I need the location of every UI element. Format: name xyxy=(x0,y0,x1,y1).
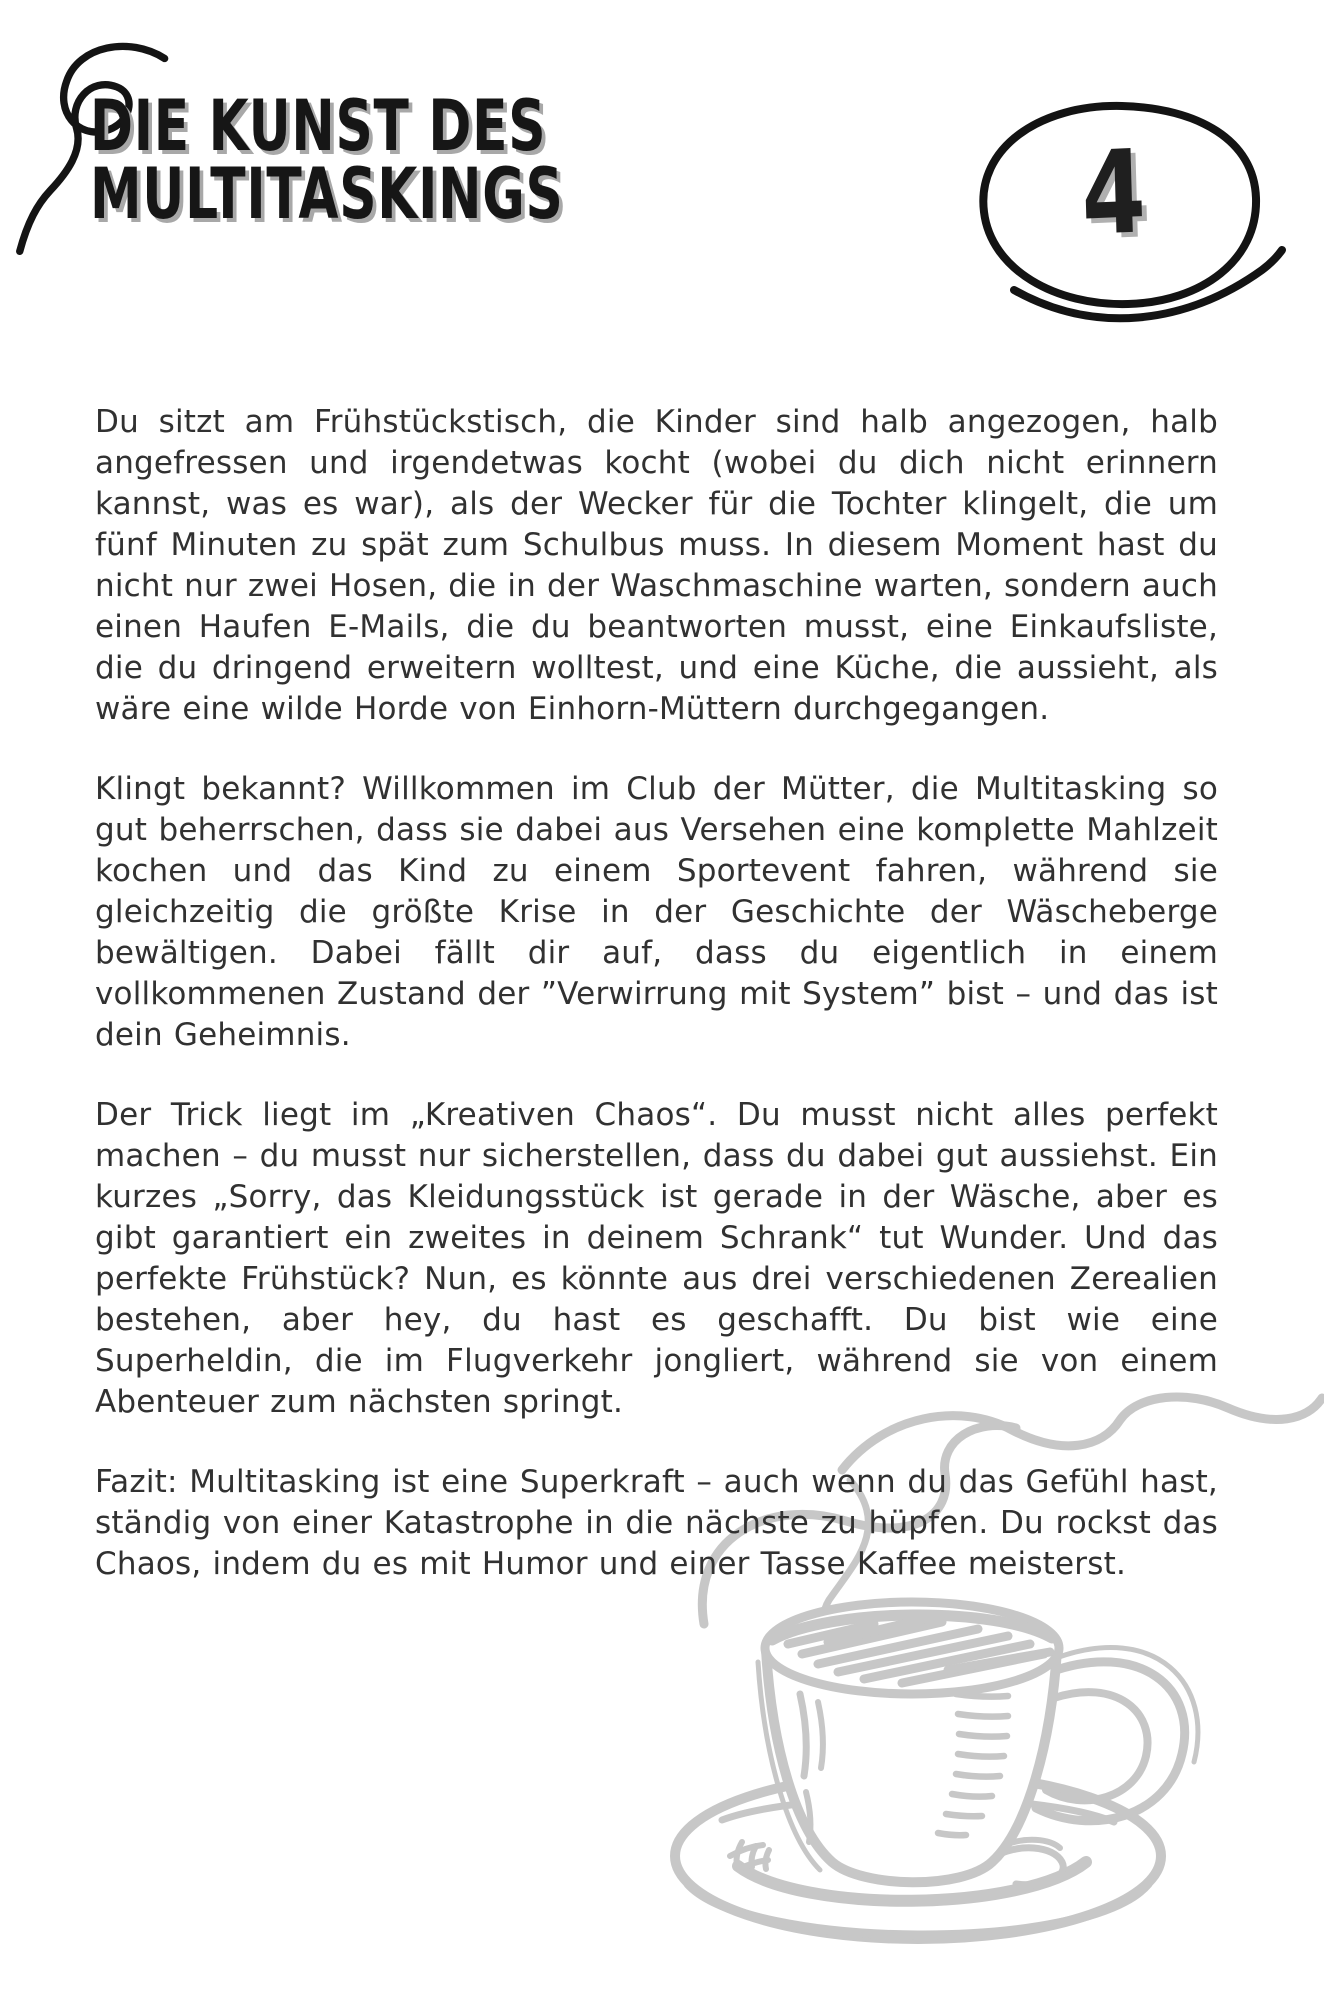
paragraph-1: Du sitzt am Frühstückstisch, die Kinder sind halb angezogen, halb angefressen und irgendetwas kocht (wobei du dich nicht erinnern kannst, was es war), als der Wecker für die Tochter klingelt, die um fünf Minuten zu spät zum Schulbus muss. In diesem Moment hast du nicht nur zwei Hosen, die in der Waschmaschine warten, sondern auch einen Haufen E-Mails, die du beantworten musst, eine Einkaufsliste, die du dringend erweitern wolltest, und eine Küche, die aussieht, als wäre eine wilde Horde von Einhorn-Müttern durchgegangen. xyxy=(95,404,1218,727)
page-title xyxy=(90,85,564,235)
paragraph-3: Der Trick liegt im „Kreativen Chaos“. Du musst nicht alles perfekt machen – du musst nur sicherstellen, dass du dabei gut aussiehst. Ein kurzes „Sorry, das Kleidungsstück ist gerade in der Wäsche, aber es gibt garantiert ein zweites in deinem Schrank“ tut Wunder. Und das perfekte Frühstück? Nun, es könnte aus drei verschiedenen Zerealien bestehen, aber hey, du hast es geschafft. Du bist wie eine Superheldin, die im Flugverkehr jongliert, während sie von einem Abenteuer zum nächsten springt. xyxy=(95,1097,1218,1420)
title-line-2: MULTITASKINGS xyxy=(90,153,564,235)
title-line-1: DIE KUNST DES xyxy=(90,85,547,167)
paragraph-2: Klingt bekannt? Willkommen im Club der Mütter, die Multitasking so gut beherrschen, dass sie dabei aus Versehen eine komplette Mahlzeit kochen und das Kind zu einem Sportevent fahren, während sie gleichzeitig die größte Krise in der Geschichte der Wäscheberge bewältigen. Dabei fällt dir auf, dass du eigentlich in einem vollkommenen Zustand der ”Verwirrung mit System” bist – und das ist dein Geheimnis. xyxy=(95,771,1218,1053)
chapter-text xyxy=(95,402,1218,1624)
paragraph-4: Fazit: Multitasking ist eine Superkraft – auch wenn du das Gefühl hast, ständig von einer Katastrophe in die nächste zu hüpfen. Du rockst das Chaos, indem du es mit Humor und einer Tasse Kaffee meisterst. xyxy=(95,1464,1218,1582)
chapter-number: 4 xyxy=(1079,125,1148,262)
